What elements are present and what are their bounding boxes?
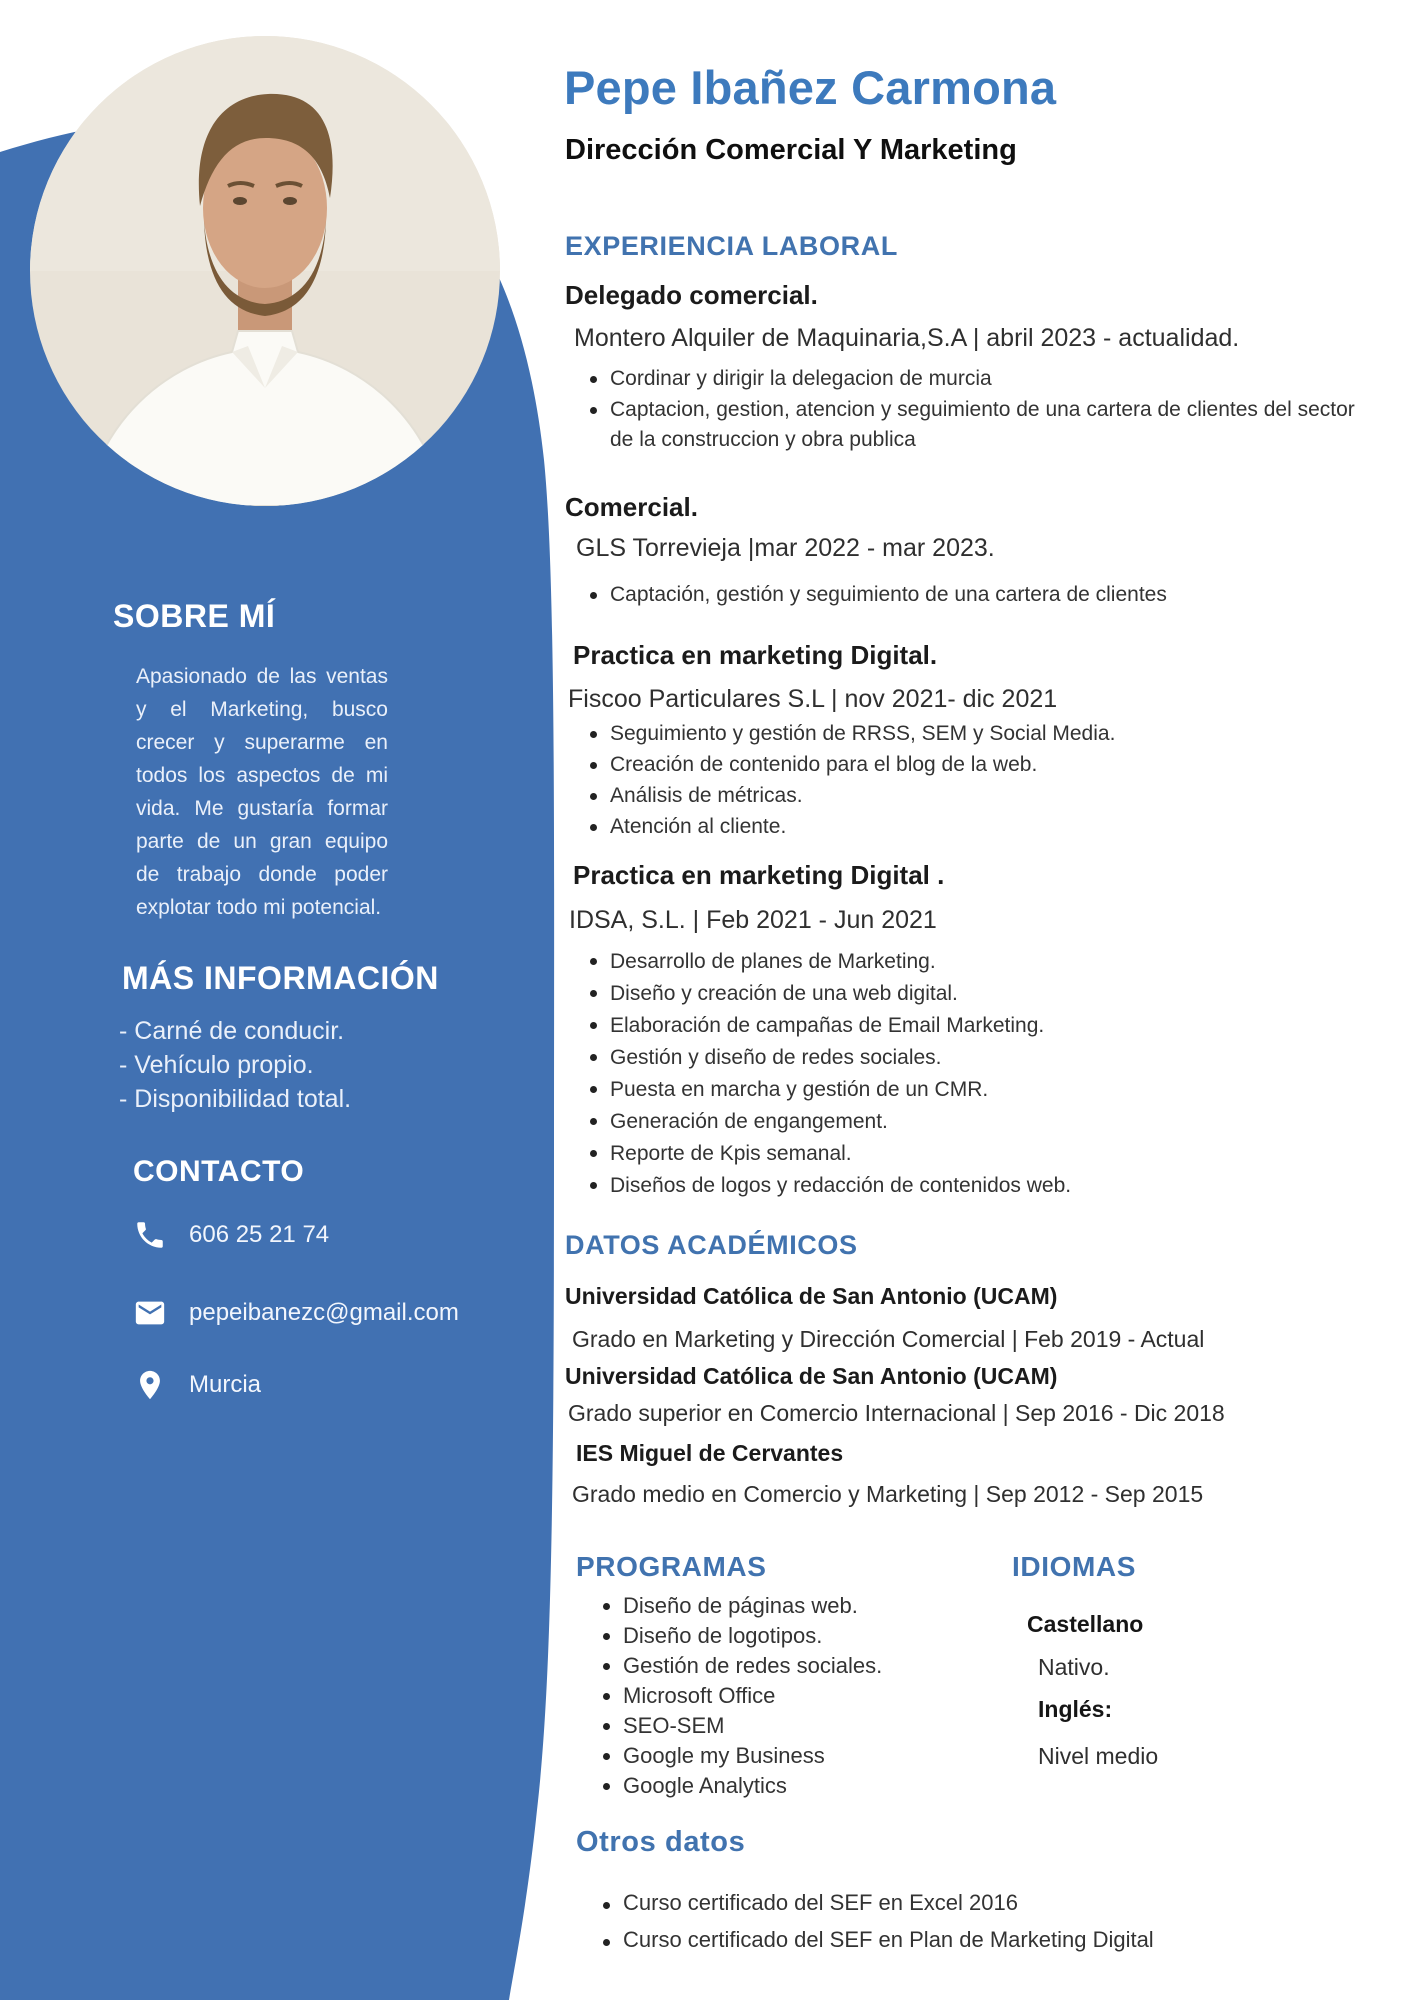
job-bullet: Elaboración de campañas de Email Marketing. [588,1010,1363,1041]
education-detail: Grado en Marketing y Dirección Comercial | Feb 2019 - Actual [572,1326,1205,1352]
job-bullet: Captacion, gestion, atencion y seguimiento de una cartera de clientes del sector de la construccion y obra publica [588,395,1363,455]
language-level: Nativo. [1038,1654,1110,1680]
job-bullet: Seguimiento y gestión de RRSS, SEM y Social Media. [588,719,1363,749]
job-title: Delegado comercial. [565,280,818,310]
about-heading: SOBRE MÍ [113,598,276,634]
job-title: Practica en marketing Digital . [573,860,945,890]
program-item: Gestión de redes sociales. [601,1651,931,1681]
job-bullet-list [588,364,1363,456]
other-data-list [601,1890,1301,1964]
job-bullet: Generación de engangement. [588,1106,1363,1137]
program-item: Diseño de logotipos. [601,1621,931,1651]
contact-phone-value: 606 25 21 74 [189,1221,330,1248]
contact-phone-row [133,1218,329,1252]
language-name: Castellano [1027,1611,1144,1637]
job-title: Comercial. [565,492,698,522]
education-school: Universidad Católica de San Antonio (UCAM) [565,1283,1058,1309]
program-item: Diseño de páginas web. [601,1591,931,1621]
language-level: Nivel medio [1038,1743,1159,1769]
contact-location-value: Murcia [189,1371,262,1398]
job-bullet: Análisis de métricas. [588,781,1363,811]
job-bullet: Diseño y creación de una web digital. [588,978,1363,1009]
languages-heading: IDIOMAS [1012,1551,1136,1582]
location-icon [133,1368,167,1402]
programs-list [601,1591,931,1801]
education-heading: DATOS ACADÉMICOS [565,1230,858,1260]
job-company-line: Fiscoo Particulares S.L | nov 2021- dic 2021 [568,685,1058,713]
other-data-heading: Otros datos [576,1826,746,1858]
program-item: SEO-SEM [601,1711,931,1741]
job-bullet-list [588,580,1363,611]
job-bullet: Captación, gestión y seguimiento de una cartera de clientes [588,580,1363,610]
program-item: Microsoft Office [601,1681,931,1711]
phone-icon [133,1218,167,1252]
profile-photo [30,36,500,506]
more-info-item: - Disponibilidad total. [119,1085,352,1113]
program-item: Google my Business [601,1741,931,1771]
job-bullet: Reporte de Kpis semanal. [588,1138,1363,1169]
language-name: Inglés: [1038,1696,1113,1722]
job-bullet: Desarrollo de planes de Marketing. [588,946,1363,977]
job-bullet: Diseños de logos y redacción de contenidos web. [588,1170,1363,1201]
programs-heading: PROGRAMAS [576,1551,767,1582]
education-school: Universidad Católica de San Antonio (UCAM) [565,1363,1058,1389]
job-title: Practica en marketing Digital. [573,640,938,670]
education-detail: Grado superior en Comercio Internacional | Sep 2016 - Dic 2018 [568,1400,1225,1426]
portrait-avatar [30,36,500,506]
experience-heading: EXPERIENCIA LABORAL [565,231,898,261]
job-bullet-list [588,719,1363,843]
job-bullet: Cordinar y dirigir la delegacion de murcia [588,364,1363,394]
contact-location-row [133,1368,261,1402]
person-name: Pepe Ibañez Carmona [564,61,1057,114]
more-info-heading: MÁS INFORMACIÓN [122,960,439,996]
job-bullet-list [588,946,1363,1202]
email-icon [133,1296,167,1330]
program-item: Google Analytics [601,1771,931,1801]
job-bullet: Puesta en marcha y gestión de un CMR. [588,1074,1363,1105]
person-title: Dirección Comercial Y Marketing [565,134,1017,166]
job-company-line: GLS Torrevieja |mar 2022 - mar 2023. [576,534,995,562]
job-company-line: IDSA, S.L. | Feb 2021 - Jun 2021 [569,906,937,934]
contact-email-value: pepeibanezc@gmail.com [189,1299,459,1326]
job-bullet: Gestión y diseño de redes sociales. [588,1042,1363,1073]
more-info-item: - Vehículo propio. [119,1051,314,1079]
education-school: IES Miguel de Cervantes [576,1440,844,1466]
job-bullet: Creación de contenido para el blog de la web. [588,750,1363,780]
other-data-item: Curso certificado del SEF en Plan de Marketing Digital [601,1927,1301,1952]
more-info-item: - Carné de conducir. [119,1017,345,1045]
about-text: Apasionado de las ventas y el Marketing, busco crecer y superarme en todos los aspectos de mi vida. Me gustaría formar parte de un gran equipo de trabajo donde poder explotar todo mi potencial. [136,665,388,919]
job-company-line: Montero Alquiler de Maquinaria,S.A | abril 2023 - actualidad. [574,324,1240,352]
job-bullet: Atención al cliente. [588,812,1363,842]
other-data-item: Curso certificado del SEF en Excel 2016 [601,1890,1301,1915]
contact-email-row [133,1296,459,1330]
education-detail: Grado medio en Comercio y Marketing | Sep 2012 - Sep 2015 [572,1481,1204,1507]
contact-heading: CONTACTO [133,1155,305,1188]
